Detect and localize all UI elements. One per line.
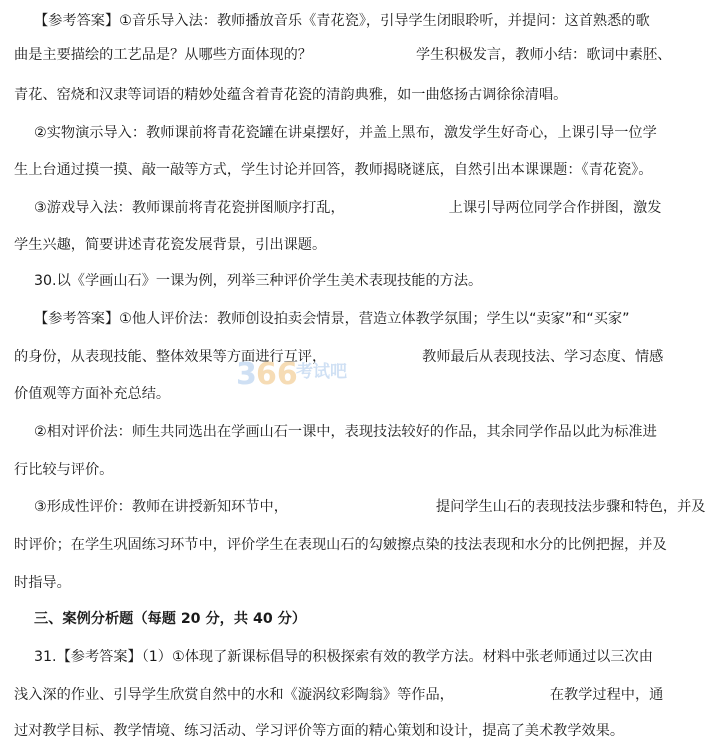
answer-line — [34, 498, 706, 516]
text-run: 浅入深的作业、引导学生欣赏自然中的水和《漩涡纹彩陶翁》等作品， — [14, 687, 454, 703]
text-run: 学生兴趣，简要讲述青花瓷发展背景，引出课题。 — [14, 237, 327, 253]
text-run: 青花、窑烧和汉隶等词语的精妙处蕴含着青花瓷的清韵典雅，如一曲悠扬古调徐徐清唱。 — [14, 87, 568, 103]
watermark-brand: 考试吧 — [296, 362, 347, 382]
watermark-digit: 3 — [236, 357, 257, 392]
answer-line — [34, 12, 650, 30]
answer-line — [14, 46, 672, 64]
text-run: 时指导。 — [14, 575, 71, 591]
text-run: ③游戏导入法：教师课前将青花瓷拼图顺序打乱， — [34, 200, 345, 216]
text-run: 生上台通过摸一摸、敲一敲等方式，学生讨论并回答，教师揭晓谜底，自然引出本课课题：《青花瓷》。 — [14, 162, 653, 178]
text-run: 三、案例分析题（每题 20 分，共 40 分） — [34, 611, 307, 627]
text-run: 学生积极发言，教师小结：歌词中素胚、 — [415, 47, 672, 63]
text-run: 的身份，从表现技能、整体效果等方面进行互评， — [14, 349, 327, 365]
text-run: 上课引导两位同学合作拼图，激发 — [448, 200, 662, 216]
text-run: 教师最后从表现技法、学习态度、情感 — [422, 349, 664, 365]
answer-line — [34, 124, 657, 142]
answer-line — [14, 461, 594, 479]
answer-line — [14, 686, 664, 704]
text-run: 31.【参考答案】（1）①体现了新课标倡导的积极探索有效的教学方法。材料中张老师通过以三次由 — [34, 649, 653, 665]
text-run: 在教学过程中，通 — [549, 687, 664, 703]
text-run: 时评价；在学生巩固练习环节中，评价学生在表现山石的勾皴擦点染的技法表现和水分的比例把握，并及 — [14, 537, 667, 553]
text-run: 【参考答案】①音乐导入法：教师播放音乐《青花瓷》，引导学生闭眼聆听，并提问：这首熟悉的歌 — [34, 13, 650, 29]
text-run: 30.以《学画山石》一课为例，列举三种评价学生美术表现技能的方法。 — [34, 273, 483, 289]
watermark-digits: 66 — [256, 357, 298, 392]
text-run: 曲是主要描绘的工艺品是？从哪些方面体现的？ — [14, 47, 312, 63]
question-line — [34, 272, 594, 290]
text-run: ②相对评价法：师生共同选出在学画山石一课中，表现技法较好的作品，其余同学作品以此为标准进 — [34, 424, 657, 440]
text-run: 过对教学目标、教学情境、练习活动、学习评价等方面的精心策划和设计，提高了美术教学效果。 — [14, 723, 625, 739]
answer-line — [14, 536, 667, 554]
text-run: ②实物演示导入：教师课前将青花瓷罐在讲桌摆好，并盖上黑布，激发学生好奇心，上课引导一位学 — [34, 125, 657, 141]
answer-line — [34, 199, 662, 217]
text-run: 行比较与评价。 — [14, 462, 114, 478]
answer-line — [14, 722, 625, 740]
answer-line — [14, 236, 594, 254]
answer-line — [34, 648, 653, 666]
watermark-logo — [234, 350, 366, 392]
section-heading — [34, 610, 594, 628]
text-run: 提问学生山石的表现技法步骤和特色，并及 — [435, 499, 706, 515]
text-run: 【参考答案】①他人评价法：教师创设拍卖会情景，营造立体教学氛围；学生以“卖家”和“买家” — [34, 311, 630, 327]
answer-line — [14, 574, 594, 592]
text-run: ③形成性评价：教师在讲授新知环节中， — [34, 499, 288, 515]
answer-line — [34, 310, 630, 328]
answer-line — [14, 86, 594, 104]
text-run: 价值观等方面补充总结。 — [14, 386, 171, 402]
answer-line — [34, 423, 657, 441]
answer-line — [14, 161, 653, 179]
